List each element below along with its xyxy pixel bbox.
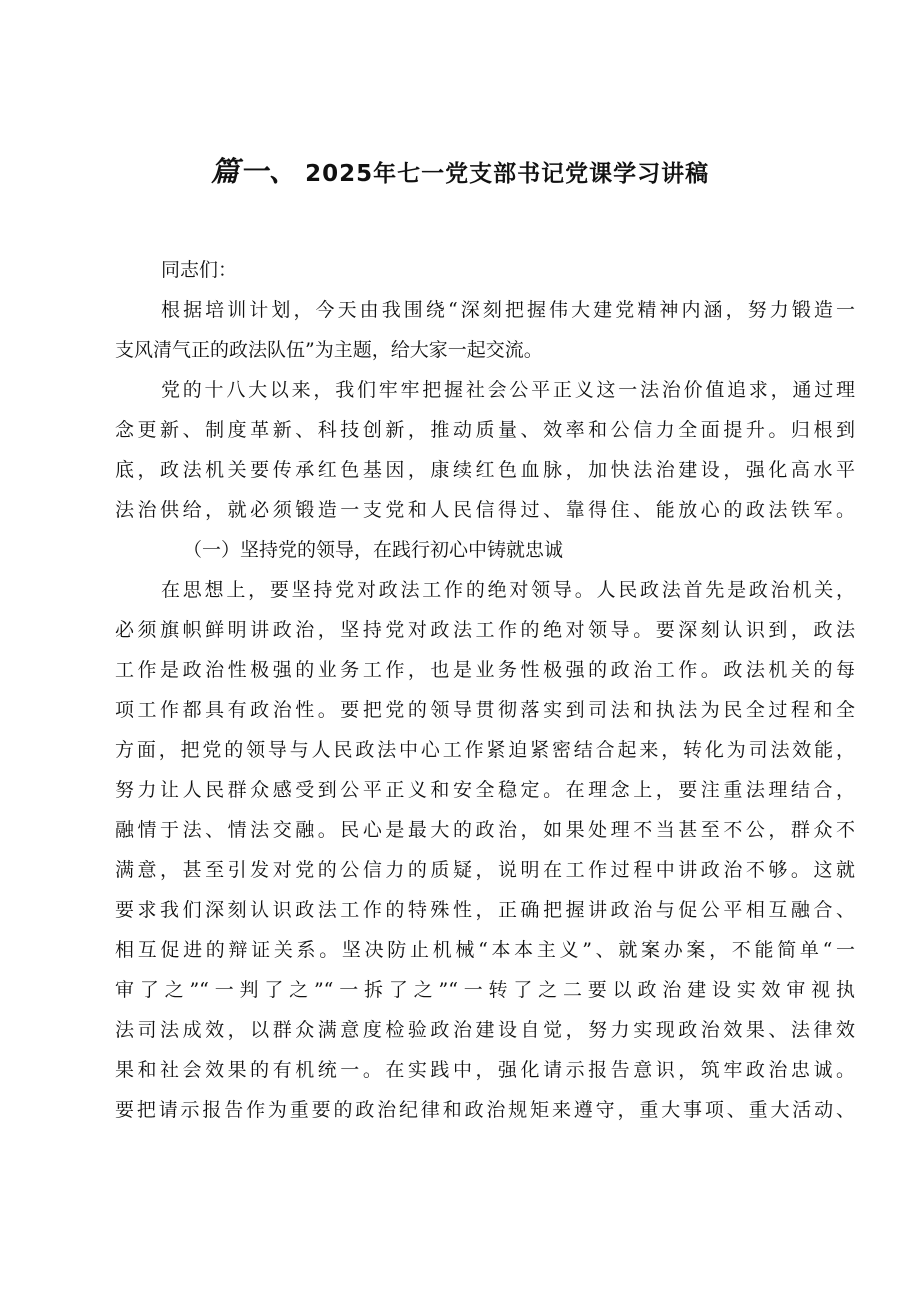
document-title xyxy=(0,152,920,194)
body-line: 根据培训计划，今天由我围绕“深刻把握伟大建党精神内涵，努力锻造一 xyxy=(161,299,855,321)
body-line: 满意，甚至引发对党的公信力的质疑，说明在工作过程中讲政治不够。这就 xyxy=(115,859,855,881)
body-line: 念更新、制度革新、科技创新，推动质量、效率和公信力全面提升。归根到 xyxy=(115,419,855,441)
body-line: 党的十八大以来，我们牢牢把握社会公平正义这一法治价值追求，通过理 xyxy=(161,379,855,401)
body-line: 审了之”“一判了之”“一拆了之”“一转了之二要以政治建设实效审视执 xyxy=(115,979,855,1001)
title-prefix: 篇一、 xyxy=(210,155,298,188)
body-line: 必须旗帜鲜明讲政治，坚持党对政法工作的绝对领导。要深刻认识到，政法 xyxy=(115,619,855,641)
body-line: 要把请示报告作为重要的政治纪律和政治规矩来遵守，重大事项、重大活动、 xyxy=(115,1099,855,1121)
body-line: 工作是政治性极强的业务工作，也是业务性极强的政治工作。政法机关的每 xyxy=(115,659,855,681)
body-line: 底，政法机关要传承红色基因，康续红色血脉，加快法治建设，强化高水平 xyxy=(115,459,855,481)
body-line: 项工作都具有政治性。要把党的领导贯彻落实到司法和执法为民全过程和全 xyxy=(115,699,855,721)
body-line: 法治供给，就必须锻造一支党和人民信得过、靠得住、能放心的政法铁军。 xyxy=(115,499,855,521)
body-line: 同志们： xyxy=(161,259,238,281)
body-line: 果和社会效果的有机统一。在实践中，强化请示报告意识，筑牢政治忠诚。 xyxy=(115,1059,855,1081)
body-line: 要求我们深刻认识政法工作的特殊性，正确把握讲政治与促公平相互融合、 xyxy=(115,899,855,921)
title-main: 2025年七一党支部书记党课学习讲稿 xyxy=(305,161,710,187)
body-line: 努力让人民群众感受到公平正义和安全稳定。在理念上，要注重法理结合， xyxy=(115,779,855,801)
body-line: 法司法成效，以群众满意度检验政治建设自觉，努力实现政治效果、法律效 xyxy=(115,1019,855,1041)
body-line: 支风清气正的政法队伍”为主题，给大家一起交流。 xyxy=(115,339,543,361)
body-line: 融情于法、情法交融。民心是最大的政治，如果处理不当甚至不公，群众不 xyxy=(115,819,855,841)
body-line: （一）坚持党的领导，在践行初心中铸就忠诚 xyxy=(183,539,564,561)
document-body xyxy=(115,250,855,1130)
body-line: 在思想上，要坚持党对政法工作的绝对领导。人民政法首先是政治机关， xyxy=(161,579,855,601)
body-line: 方面，把党的领导与人民政法中心工作紧迫紧密结合起来，转化为司法效能， xyxy=(115,739,855,761)
body-line: 相互促进的辩证关系。坚决防止机械“本本主义”、就案办案，不能简单“一 xyxy=(115,939,855,961)
